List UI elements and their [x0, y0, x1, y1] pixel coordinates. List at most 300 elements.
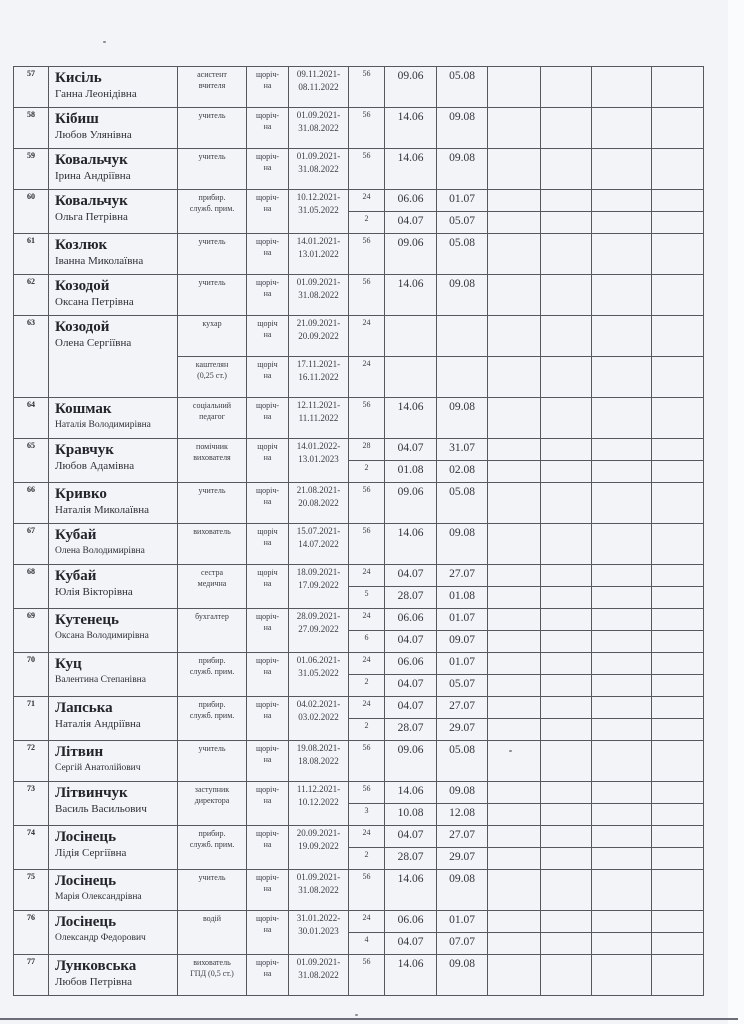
vacation-type-cell-line: щоріч-: [255, 873, 280, 882]
given-name: Ірина Андріївна: [55, 170, 131, 182]
empty-cell: [488, 933, 541, 955]
start-date-cell: 09.06: [385, 234, 437, 275]
employee-name: [49, 782, 178, 826]
vacation-type-cell: [247, 275, 289, 316]
empty-cell: [592, 782, 652, 804]
row-number: 67: [14, 524, 49, 565]
empty-cell: [592, 190, 652, 212]
days-cell: 2: [349, 675, 385, 697]
empty-cell: [592, 675, 652, 697]
employee-name: [49, 565, 178, 609]
table-row: [14, 190, 704, 212]
empty-cell: [541, 67, 592, 108]
vacation-type-cell-line: щоріч-: [255, 656, 280, 665]
empty-cell: [541, 316, 592, 357]
empty-cell: [652, 826, 704, 848]
given-name: Любов Петрівна: [55, 976, 133, 988]
work-period-cell: [289, 275, 349, 316]
work-period-cell-line: 12.11.2021-: [296, 400, 341, 410]
empty-cell: [592, 275, 652, 316]
vacation-type-cell-line: щоріч-: [255, 785, 280, 794]
surname: Куц: [55, 656, 82, 672]
days-cell: 3: [349, 804, 385, 826]
vacation-type-cell-line: на: [263, 289, 272, 298]
work-period-cell-line: 18.08.2022: [298, 756, 339, 766]
empty-cell: [652, 870, 704, 911]
table-row: [14, 870, 704, 911]
table-row: [14, 108, 704, 149]
empty-cell: [541, 933, 592, 955]
end-date-cell: 05.08: [437, 67, 488, 108]
vacation-type-cell: [247, 609, 289, 653]
days-cell: 56: [349, 67, 385, 108]
work-period-cell: [289, 149, 349, 190]
work-period-cell-line: 17.09.2022: [298, 580, 339, 590]
position-cell-line: учитель: [198, 744, 226, 753]
vacation-type-cell-line: на: [263, 579, 272, 588]
vacation-type-cell: [247, 108, 289, 149]
end-date-cell: 07.07: [437, 933, 488, 955]
empty-cell: [592, 316, 652, 357]
empty-cell: [592, 870, 652, 911]
start-date-cell: 06.06: [385, 190, 437, 212]
start-date-cell: 14.06: [385, 955, 437, 996]
days-cell: 6: [349, 631, 385, 653]
empty-cell: [541, 782, 592, 804]
work-period-cell: [289, 524, 349, 565]
empty-cell: [541, 398, 592, 439]
empty-cell: [652, 848, 704, 870]
empty-cell: [652, 804, 704, 826]
vacation-type-cell-line: на: [263, 163, 272, 172]
position-cell-line: заступник: [194, 785, 230, 794]
position-cell: [178, 826, 247, 870]
row-number: 60: [14, 190, 49, 234]
surname: Козлюк: [55, 237, 108, 253]
work-period-cell-line: 28.09.2021-: [296, 611, 341, 621]
vacation-type-cell-line: щоріч-: [255, 193, 280, 202]
empty-cell: [541, 275, 592, 316]
empty-cell: [488, 804, 541, 826]
row-number: 73: [14, 782, 49, 826]
surname: Лосінець: [55, 829, 117, 845]
position-cell-line: вихователь: [193, 527, 231, 536]
employee-name: [49, 108, 178, 149]
position-cell: [178, 911, 247, 955]
work-period-cell-line: 21.08.2021-: [296, 485, 341, 495]
start-date-cell: 14.06: [385, 398, 437, 439]
employee-name: [49, 234, 178, 275]
employee-name: [49, 911, 178, 955]
position-cell-line: водій: [202, 914, 222, 923]
position-cell: [178, 697, 247, 741]
work-period-cell-line: 09.11.2021-: [296, 69, 341, 79]
vacation-type-cell-line: на: [263, 371, 272, 380]
empty-cell: [652, 653, 704, 675]
employee-name: [49, 955, 178, 996]
employee-name: [49, 524, 178, 565]
row-number: 66: [14, 483, 49, 524]
vacation-type-cell: [247, 870, 289, 911]
end-date-cell: 01.07: [437, 911, 488, 933]
given-name: Сергій Анатолійович: [55, 763, 141, 773]
start-date-cell: 04.07: [385, 565, 437, 587]
vacation-type-cell: [247, 782, 289, 826]
surname: Кисіль: [55, 70, 102, 86]
vacation-type-cell-line: щоріч-: [255, 237, 280, 246]
position-cell-line: каштелян: [195, 360, 229, 369]
end-date-cell: 29.07: [437, 848, 488, 870]
vacation-type-cell: [247, 955, 289, 996]
empty-cell: [488, 675, 541, 697]
empty-cell: [592, 804, 652, 826]
empty-cell: [541, 804, 592, 826]
employee-name: [49, 483, 178, 524]
position-cell: [178, 149, 247, 190]
vacation-type-cell-line: на: [263, 497, 272, 506]
empty-cell: [541, 461, 592, 483]
given-name: Юлія Вікторівна: [55, 586, 133, 598]
empty-cell: [592, 609, 652, 631]
given-name: Василь Васильович: [55, 803, 147, 815]
vacation-type-cell-line: на: [263, 755, 272, 764]
work-period-cell-line: 31.05.2022: [298, 668, 339, 678]
given-name: Любов Улянівна: [55, 129, 132, 141]
employee-name: [49, 398, 178, 439]
work-period-cell-line: 20.08.2022: [298, 498, 339, 508]
position-cell-line: прибир.: [198, 700, 226, 709]
vacation-type-cell-line: щоріч: [257, 360, 278, 369]
days-cell: 24: [349, 190, 385, 212]
position-cell: [178, 67, 247, 108]
position-cell-line: директора: [194, 796, 230, 805]
row-number: 77: [14, 955, 49, 996]
employee-name: [49, 275, 178, 316]
empty-cell: [541, 697, 592, 719]
empty-cell: [652, 149, 704, 190]
position-cell: [178, 741, 247, 782]
work-period-cell-line: 19.08.2021-: [296, 743, 341, 753]
position-cell-line: бухгалтер: [195, 612, 229, 621]
start-date-cell: 14.06: [385, 275, 437, 316]
position-cell: [178, 870, 247, 911]
work-period-cell-line: 18.09.2021-: [296, 567, 341, 577]
vacation-type-cell-line: щоріч-: [255, 958, 280, 967]
empty-cell: [592, 439, 652, 461]
work-period-cell-line: 14.07.2022: [298, 539, 339, 549]
days-cell: 4: [349, 933, 385, 955]
position-cell: [178, 782, 247, 826]
table-body: [14, 67, 704, 996]
position-cell: [178, 653, 247, 697]
start-date-cell: 06.06: [385, 911, 437, 933]
vacation-type-cell-line: на: [263, 122, 272, 131]
empty-cell: [488, 848, 541, 870]
empty-cell: [592, 741, 652, 782]
empty-cell: [652, 587, 704, 609]
work-period-cell: [289, 565, 349, 609]
table-row: [14, 741, 704, 782]
start-date-cell: 01.08: [385, 461, 437, 483]
work-period-cell: [289, 826, 349, 870]
empty-cell: [592, 357, 652, 398]
vacation-type-cell: [247, 524, 289, 565]
empty-cell: [652, 609, 704, 631]
end-date-cell: 05.08: [437, 234, 488, 275]
empty-cell: [592, 631, 652, 653]
end-date-cell: 12.08: [437, 804, 488, 826]
vacation-type-cell-line: щоріч-: [255, 744, 280, 753]
position-cell: [178, 439, 247, 483]
work-period-cell-line: 19.09.2022: [298, 841, 339, 851]
position-cell-line: асистент: [197, 70, 227, 79]
empty-cell: [488, 212, 541, 234]
empty-cell: [488, 439, 541, 461]
vacation-type-cell: [247, 439, 289, 483]
work-period-cell-line: 31.08.2022: [298, 885, 339, 895]
start-date-cell: 09.06: [385, 67, 437, 108]
vacation-type-cell-line: на: [263, 204, 272, 213]
work-period-cell: [289, 439, 349, 483]
row-number: 58: [14, 108, 49, 149]
empty-cell: [488, 461, 541, 483]
vacation-type-cell-line: на: [263, 623, 272, 632]
days-cell: 24: [349, 609, 385, 631]
empty-cell: [652, 782, 704, 804]
work-period-cell-line: 16.11.2022: [298, 372, 339, 382]
start-date-cell: 28.07: [385, 719, 437, 741]
start-date-cell: 06.06: [385, 653, 437, 675]
days-cell: 56: [349, 741, 385, 782]
vacation-type-cell-line: щоріч-: [255, 829, 280, 838]
work-period-cell-line: 01.09.2021-: [296, 151, 341, 161]
table-row: [14, 565, 704, 587]
empty-cell: [541, 108, 592, 149]
work-period-cell-line: 14.01.2021-: [296, 236, 341, 246]
end-date-cell: 27.07: [437, 826, 488, 848]
empty-cell: [652, 461, 704, 483]
empty-cell: [488, 955, 541, 996]
position-cell-line: вихователь: [193, 958, 231, 967]
vacation-type-cell-line: щоріч: [257, 442, 278, 451]
work-period-cell: [289, 911, 349, 955]
start-date-cell: 14.06: [385, 108, 437, 149]
position-cell-line: прибир.: [198, 656, 226, 665]
scan-speck: [355, 1014, 358, 1016]
work-period-cell-line: 30.01.2023: [298, 926, 339, 936]
position-cell-line: учитель: [198, 278, 226, 287]
vacation-type-cell-line: на: [263, 412, 272, 421]
work-period-cell-line: 11.12.2021-: [296, 784, 341, 794]
work-period-cell-line: 15.07.2021-: [296, 526, 341, 536]
empty-cell: [488, 149, 541, 190]
work-period-cell: [289, 67, 349, 108]
end-date-cell: 05.07: [437, 675, 488, 697]
empty-cell: [541, 675, 592, 697]
given-name: Олена Володимирівна: [55, 546, 145, 556]
empty-cell: [592, 234, 652, 275]
employee-name: [49, 67, 178, 108]
row-number: 57: [14, 67, 49, 108]
vacation-type-cell: [247, 911, 289, 955]
vacation-type-cell-line: щоріч-: [255, 612, 280, 621]
empty-cell: [652, 719, 704, 741]
empty-cell: [541, 234, 592, 275]
work-period-cell-line: 13.01.2022: [298, 249, 339, 259]
start-date-cell: 04.07: [385, 933, 437, 955]
empty-cell: [592, 826, 652, 848]
work-period-cell-line: 01.09.2021-: [296, 957, 341, 967]
empty-cell: [652, 190, 704, 212]
empty-cell: [488, 870, 541, 911]
surname: Лапська: [55, 700, 113, 716]
vacation-type-cell: [247, 190, 289, 234]
end-date-cell: 02.08: [437, 461, 488, 483]
empty-cell: [592, 212, 652, 234]
work-period-cell-line: 01.09.2021-: [296, 277, 341, 287]
start-date-cell: 14.06: [385, 782, 437, 804]
empty-cell: [592, 108, 652, 149]
empty-cell: [488, 108, 541, 149]
vacation-type-cell: [247, 357, 289, 398]
empty-cell: [652, 911, 704, 933]
empty-cell: [592, 653, 652, 675]
surname: Ковальчук: [55, 193, 128, 209]
start-date-cell: 04.07: [385, 212, 437, 234]
employee-name: [49, 190, 178, 234]
empty-cell: [652, 212, 704, 234]
end-date-cell: 09.08: [437, 108, 488, 149]
employee-name: [49, 653, 178, 697]
table-row: [14, 697, 704, 719]
empty-cell: [652, 524, 704, 565]
vacation-type-cell-line: на: [263, 925, 272, 934]
vacation-type-cell: [247, 67, 289, 108]
empty-cell: [488, 565, 541, 587]
work-period-cell-line: 31.08.2022: [298, 290, 339, 300]
start-date-cell: [385, 357, 437, 398]
work-period-cell-line: 31.01.2022-: [296, 913, 341, 923]
end-date-cell: 27.07: [437, 697, 488, 719]
empty-cell: [541, 870, 592, 911]
page-edge: [728, 0, 744, 1024]
given-name: Лідія Сергіївна: [55, 847, 127, 859]
page-bottom-border: [0, 1018, 738, 1020]
vacation-type-cell-line: щоріч: [257, 319, 278, 328]
scan-speck: [103, 41, 106, 43]
position-cell: [178, 108, 247, 149]
end-date-cell: 05.07: [437, 212, 488, 234]
start-date-cell: 28.07: [385, 587, 437, 609]
start-date-cell: [385, 316, 437, 357]
empty-cell: [488, 234, 541, 275]
work-period-cell: [289, 234, 349, 275]
start-date-cell: 04.07: [385, 675, 437, 697]
work-period-cell: [289, 190, 349, 234]
table-row: [14, 782, 704, 804]
surname: Кубай: [55, 568, 97, 584]
given-name: Любов Адамівна: [55, 460, 135, 472]
empty-cell: [652, 955, 704, 996]
empty-cell: [488, 697, 541, 719]
start-date-cell: 09.06: [385, 483, 437, 524]
work-period-cell-line: 03.02.2022: [298, 712, 339, 722]
empty-cell: [592, 587, 652, 609]
days-cell: 56: [349, 782, 385, 804]
work-period-cell-line: 01.09.2021-: [296, 872, 341, 882]
empty-cell: [652, 398, 704, 439]
vacation-type-cell: [247, 316, 289, 357]
empty-cell: [541, 357, 592, 398]
empty-cell: [592, 933, 652, 955]
position-cell-line: служб. прим.: [189, 667, 235, 676]
empty-cell: [541, 190, 592, 212]
position-cell-line: медична: [197, 579, 227, 588]
position-cell: [178, 234, 247, 275]
empty-cell: [488, 483, 541, 524]
empty-cell: [541, 848, 592, 870]
start-date-cell: 14.06: [385, 524, 437, 565]
position-cell-line: (0,25 ст.): [197, 371, 227, 380]
days-cell: 24: [349, 565, 385, 587]
days-cell: 24: [349, 697, 385, 719]
days-cell: 5: [349, 587, 385, 609]
given-name: Ганна Леонідівна: [55, 88, 137, 100]
work-period-cell-line: 20.09.2022: [298, 331, 339, 341]
vacation-type-cell-line: щоріч-: [255, 111, 280, 120]
empty-cell: [488, 190, 541, 212]
start-date-cell: 04.07: [385, 826, 437, 848]
empty-cell: [488, 782, 541, 804]
surname: Лосінець: [55, 873, 117, 889]
surname: Літвинчук: [55, 785, 128, 801]
position-cell-line: помічник: [196, 442, 228, 451]
position-cell-line: учитель: [198, 873, 226, 882]
days-cell: 24: [349, 653, 385, 675]
empty-cell: [541, 439, 592, 461]
given-name: Марія Олександрівна: [55, 892, 142, 902]
table-row: [14, 524, 704, 565]
empty-cell: [541, 587, 592, 609]
work-period-cell-line: 01.06.2021-: [296, 655, 341, 665]
empty-cell: [488, 741, 541, 782]
table-row: [14, 911, 704, 933]
surname: Ковальчук: [55, 152, 128, 168]
position-cell: [178, 357, 247, 398]
end-date-cell: 27.07: [437, 565, 488, 587]
empty-cell: [541, 149, 592, 190]
table-row: [14, 955, 704, 996]
employee-name: [49, 826, 178, 870]
vacation-type-cell-line: щоріч: [257, 527, 278, 536]
given-name: Олександр Федорович: [55, 933, 146, 943]
work-period-cell: [289, 955, 349, 996]
row-number: 71: [14, 697, 49, 741]
end-date-cell: [437, 316, 488, 357]
work-period-cell: [289, 741, 349, 782]
empty-cell: [652, 631, 704, 653]
empty-cell: [652, 675, 704, 697]
empty-cell: [592, 565, 652, 587]
employee-name: [49, 439, 178, 483]
position-cell: [178, 955, 247, 996]
table-row: [14, 439, 704, 461]
empty-cell: [541, 609, 592, 631]
table-row: [14, 826, 704, 848]
end-date-cell: 01.08: [437, 587, 488, 609]
table-row: [14, 275, 704, 316]
position-cell-line: служб. прим.: [189, 840, 235, 849]
